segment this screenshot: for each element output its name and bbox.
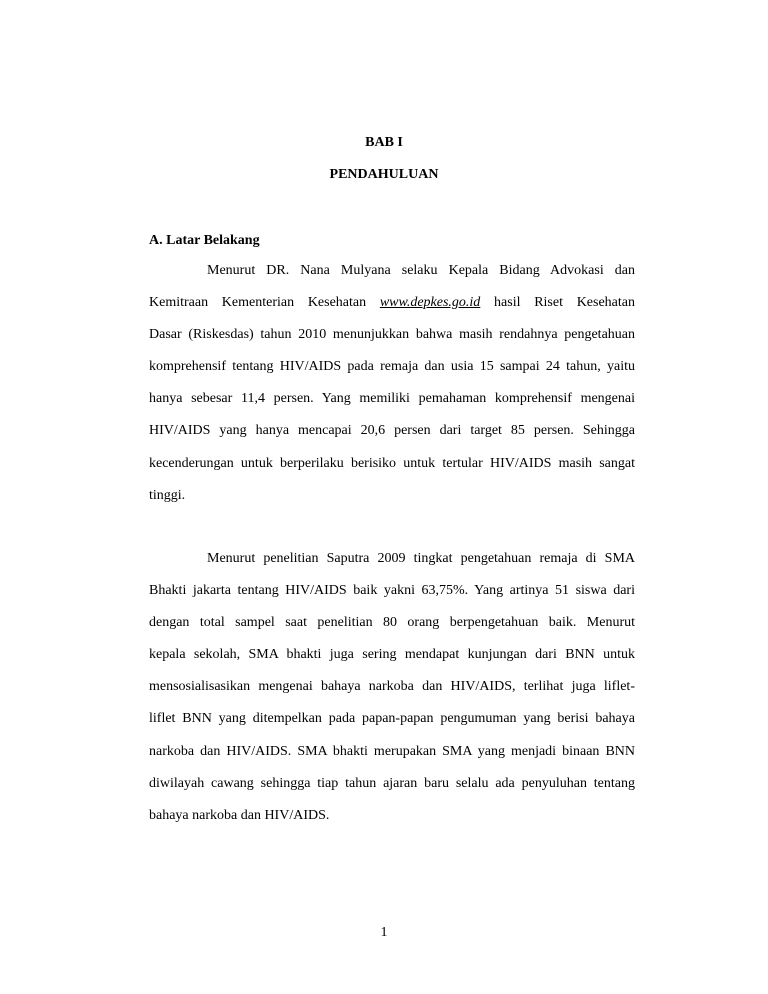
paragraph-2: [149, 543, 635, 832]
depkes-link[interactable]: www.depkes.go.id: [379, 295, 481, 311]
paragraph-line: narkoba dan HIV/AIDS. SMA bhakti merupakan SMA yang menjadi binaan BNN: [149, 743, 635, 759]
paragraph-1: [149, 255, 635, 512]
paragraph-line: hanya sebesar 11,4 persen. Yang memiliki pemahaman komprehensif mengenai: [149, 391, 635, 407]
paragraph-line-text: Kemitraan Kementerian Kesehatan: [149, 295, 367, 311]
paragraph-line: kepala sekolah, SMA bhakti juga sering mendapat kunjungan dari BNN untuk: [149, 647, 635, 663]
paragraph-line: bahaya narkoba dan HIV/AIDS.: [149, 807, 330, 823]
paragraph-line: Dasar (Riskesdas) tahun 2010 menunjukkan bahwa masih rendahnya pengetahuan: [149, 327, 635, 343]
paragraph-line: liflet BNN yang ditempelkan pada papan-papan pengumuman yang berisi bahaya: [149, 711, 635, 727]
section-heading: A. Latar Belakang: [149, 233, 260, 248]
paragraph-line-text: hasil Riset Kesehatan: [494, 295, 635, 311]
paragraph-line-with-link: [149, 287, 635, 319]
paragraph-line: diwilayah cawang sehingga tiap tahun ajaran baru selalu ada penyuluhan tentang: [149, 775, 635, 791]
paragraph-line: mensosialisasikan mengenai bahaya narkoba dan HIV/AIDS, terlihat juga liflet-: [149, 679, 635, 695]
page-number: 1: [380, 925, 388, 940]
paragraph-line: kecenderungan untuk berperilaku berisiko untuk tertular HIV/AIDS masih sangat: [149, 455, 635, 471]
chapter-number: BAB I: [365, 135, 403, 150]
paragraph-line: tinggi.: [149, 487, 186, 503]
paragraph-line: dengan total sampel saat penelitian 80 orang berpengetahuan baik. Menurut: [149, 615, 635, 631]
paragraph-line: Menurut penelitian Saputra 2009 tingkat pengetahuan remaja di SMA: [207, 551, 635, 566]
paragraph-line: Bhakti jakarta tentang HIV/AIDS baik yakni 63,75%. Yang artinya 51 siswa dari: [149, 583, 635, 599]
paragraph-line: komprehensif tentang HIV/AIDS pada remaja dan usia 15 sampai 24 tahun, yaitu: [149, 359, 635, 375]
chapter-title: PENDAHULUAN: [329, 167, 439, 182]
paragraph-line: Menurut DR. Nana Mulyana selaku Kepala Bidang Advokasi dan: [207, 263, 635, 278]
paragraph-line: HIV/AIDS yang hanya mencapai 20,6 persen dari target 85 persen. Sehingga: [149, 423, 635, 439]
